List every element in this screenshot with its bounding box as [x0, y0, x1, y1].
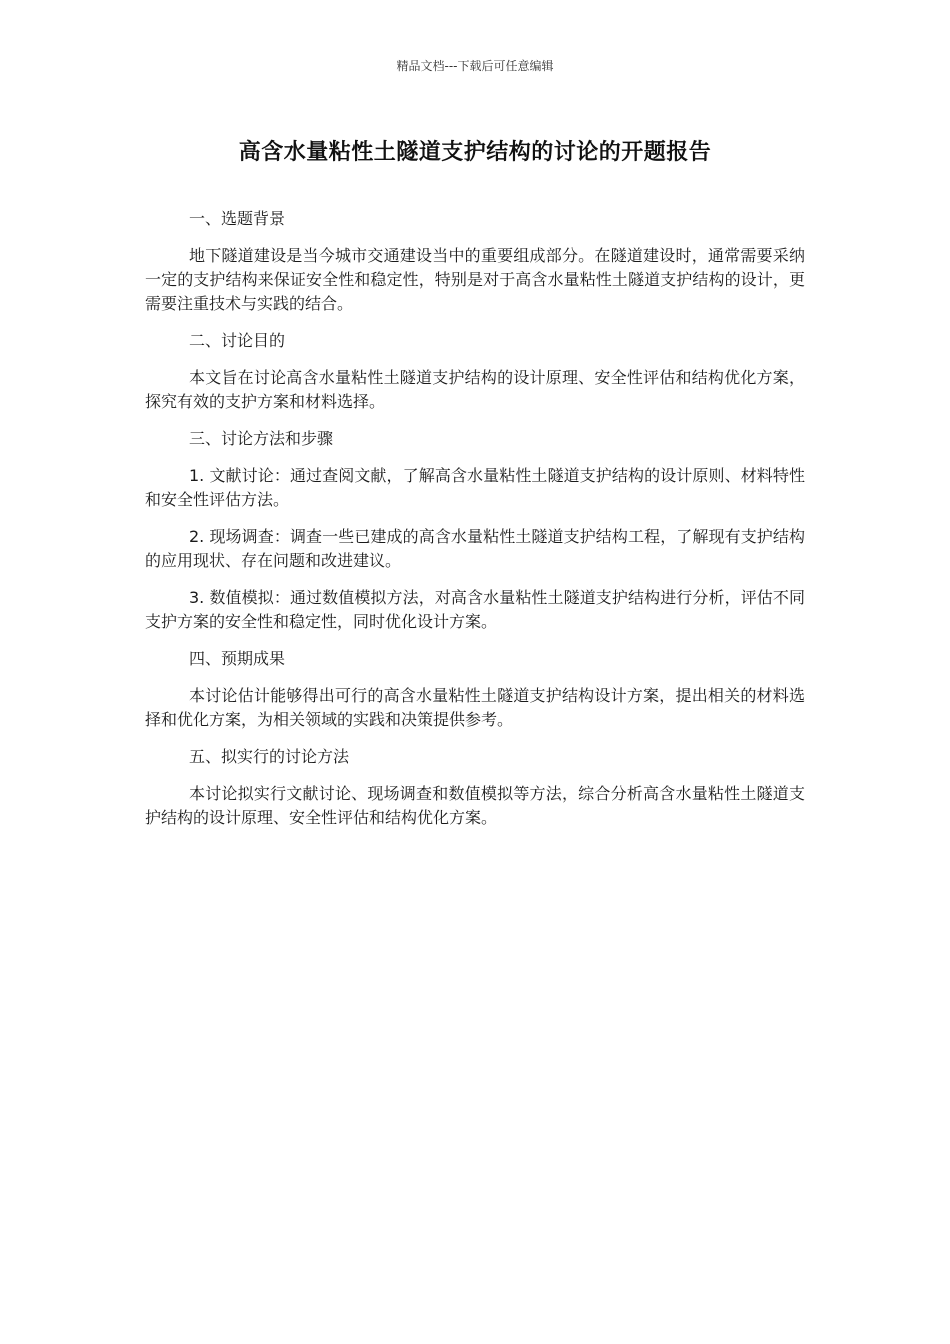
paragraph-outcomes: 本讨论估计能够得出可行的高含水量粘性土隧道支护结构设计方案，提出相关的材料选择和优化方案，为相关领域的实践和决策提供参考。 — [145, 686, 805, 729]
paragraph-purpose: 本文旨在讨论高含水量粘性土隧道支护结构的设计原理、安全性评估和结构优化方案，探究有效的支护方案和材料选择。 — [145, 368, 805, 411]
section-heading-purpose: 二、讨论目的 — [189, 331, 286, 350]
paragraph-method-simulation: 3. 数值模拟：通过数值模拟方法，对高含水量粘性土隧道支护结构进行分析，评估不同支护方案的安全性和稳定性，同时优化设计方案。 — [145, 588, 805, 631]
section-heading-planned-methods: 五、拟实行的讨论方法 — [189, 747, 350, 766]
document-body — [145, 207, 805, 843]
paragraph-method-literature: 1. 文献讨论：通过查阅文献，了解高含水量粘性土隧道支护结构的设计原则、材料特性和安全性评估方法。 — [145, 466, 805, 509]
document-title: 高含水量粘性土隧道支护结构的讨论的开题报告 — [238, 140, 712, 165]
paragraph-planned-methods: 本讨论拟实行文献讨论、现场调查和数值模拟等方法，综合分析高含水量粘性土隧道支护结构的设计原理、安全性评估和结构优化方案。 — [145, 784, 805, 827]
section-heading-background: 一、选题背景 — [189, 209, 286, 228]
section-heading-methods: 三、讨论方法和步骤 — [189, 429, 334, 448]
paragraph-background: 地下隧道建设是当今城市交通建设当中的重要组成部分。在隧道建设时，通常需要采纳一定的支护结构来保证安全性和稳定性，特别是对于高含水量粘性土隧道支护结构的设计，更需要注重技术与实践的结合。 — [145, 246, 805, 313]
paragraph-method-survey: 2. 现场调查：调查一些已建成的高含水量粘性土隧道支护结构工程，了解现有支护结构的应用现状、存在问题和改进建议。 — [145, 527, 805, 570]
header-note: 精品文档---下载后可任意编辑 — [396, 59, 554, 73]
section-heading-outcomes: 四、预期成果 — [189, 649, 286, 668]
